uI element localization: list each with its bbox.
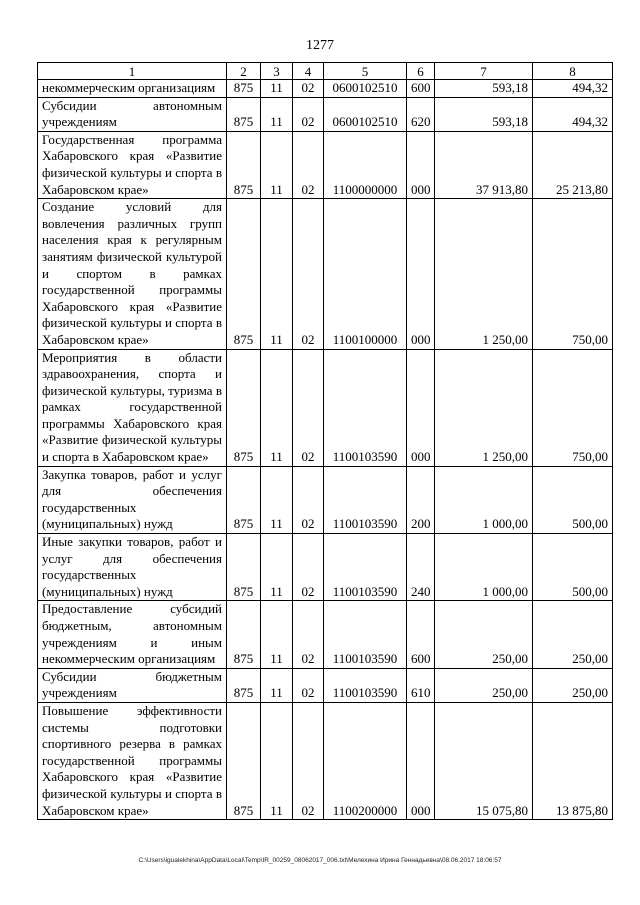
row-section: 11 xyxy=(261,131,293,198)
row-ministry-code: 875 xyxy=(227,199,261,349)
row-expense-type: 600 xyxy=(407,80,435,98)
row-name: Субсидии автономным учреждениям xyxy=(38,97,227,131)
row-subsection: 02 xyxy=(293,534,324,601)
row-ministry-code: 875 xyxy=(227,534,261,601)
table-row xyxy=(38,534,613,601)
row-target-article: 1100103590 xyxy=(324,349,407,466)
row-amount-2: 250,00 xyxy=(533,668,613,702)
row-section: 11 xyxy=(261,349,293,466)
row-subsection: 02 xyxy=(293,80,324,98)
row-target-article: 1100000000 xyxy=(324,131,407,198)
row-target-article: 1100103590 xyxy=(324,534,407,601)
row-name: Предоставление субсидий бюджетным, автономным учреждениям и иным некоммерческим организациям xyxy=(38,601,227,668)
row-amount-2: 250,00 xyxy=(533,601,613,668)
budget-table xyxy=(37,62,613,820)
row-amount-1: 15 075,80 xyxy=(435,702,533,819)
row-subsection: 02 xyxy=(293,466,324,533)
row-amount-2: 494,32 xyxy=(533,97,613,131)
row-ministry-code: 875 xyxy=(227,80,261,98)
row-amount-2: 750,00 xyxy=(533,199,613,349)
row-name: некоммерческим организациям xyxy=(38,80,227,98)
row-amount-1: 1 000,00 xyxy=(435,466,533,533)
row-expense-type: 000 xyxy=(407,349,435,466)
table-row xyxy=(38,702,613,819)
row-expense-type: 610 xyxy=(407,668,435,702)
row-section: 11 xyxy=(261,97,293,131)
footer-file-path: C:\Users\igualekhina\AppData\Local\Temp\IR_00259_08062017_006.txt\Мелехина Ирина Геннадьевна\08.06.2017 18:06:57 xyxy=(138,857,502,864)
table-row xyxy=(38,466,613,533)
row-target-article: 0600102510 xyxy=(324,80,407,98)
row-ministry-code: 875 xyxy=(227,349,261,466)
column-header: 5 xyxy=(324,63,407,80)
row-section: 11 xyxy=(261,534,293,601)
row-amount-2: 494,32 xyxy=(533,80,613,98)
table-row xyxy=(38,97,613,131)
row-target-article: 0600102510 xyxy=(324,97,407,131)
row-subsection: 02 xyxy=(293,131,324,198)
row-ministry-code: 875 xyxy=(227,466,261,533)
row-section: 11 xyxy=(261,668,293,702)
column-header: 1 xyxy=(38,63,227,80)
row-subsection: 02 xyxy=(293,349,324,466)
row-ministry-code: 875 xyxy=(227,668,261,702)
row-subsection: 02 xyxy=(293,199,324,349)
page-number: 1277 xyxy=(306,38,334,53)
row-expense-type: 000 xyxy=(407,131,435,198)
row-expense-type: 000 xyxy=(407,702,435,819)
column-header: 2 xyxy=(227,63,261,80)
row-expense-type: 200 xyxy=(407,466,435,533)
row-name: Создание условий для вовлечения различных групп населения края к регулярным занятиям физической культурой и спортом в рамках государственной программы Хабаровского края «Развитие физической культуры и спорта в Хабаровском крае» xyxy=(38,199,227,349)
row-ministry-code: 875 xyxy=(227,702,261,819)
row-target-article: 1100100000 xyxy=(324,199,407,349)
row-amount-1: 593,18 xyxy=(435,97,533,131)
row-amount-1: 1 250,00 xyxy=(435,199,533,349)
row-section: 11 xyxy=(261,702,293,819)
row-amount-2: 13 875,80 xyxy=(533,702,613,819)
row-expense-type: 240 xyxy=(407,534,435,601)
row-subsection: 02 xyxy=(293,97,324,131)
row-amount-1: 250,00 xyxy=(435,668,533,702)
row-ministry-code: 875 xyxy=(227,131,261,198)
table-header-row xyxy=(38,63,613,80)
row-amount-1: 1 250,00 xyxy=(435,349,533,466)
column-header: 7 xyxy=(435,63,533,80)
row-amount-1: 37 913,80 xyxy=(435,131,533,198)
row-amount-1: 593,18 xyxy=(435,80,533,98)
row-name: Государственная программа Хабаровского края «Развитие физической культуры и спорта в Хабаровском крае» xyxy=(38,131,227,198)
row-section: 11 xyxy=(261,80,293,98)
row-expense-type: 620 xyxy=(407,97,435,131)
row-target-article: 1100103590 xyxy=(324,668,407,702)
row-name: Иные закупки товаров, работ и услуг для обеспечения государственных (муниципальных) нужд xyxy=(38,534,227,601)
row-amount-2: 500,00 xyxy=(533,534,613,601)
row-section: 11 xyxy=(261,199,293,349)
column-header: 8 xyxy=(533,63,613,80)
column-header: 4 xyxy=(293,63,324,80)
table-row xyxy=(38,668,613,702)
row-target-article: 1100103590 xyxy=(324,601,407,668)
column-header: 6 xyxy=(407,63,435,80)
row-target-article: 1100200000 xyxy=(324,702,407,819)
row-amount-2: 25 213,80 xyxy=(533,131,613,198)
row-name: Закупка товаров, работ и услуг для обеспечения государственных (муниципальных) нужд xyxy=(38,466,227,533)
table-row xyxy=(38,80,613,98)
row-name: Субсидии бюджетным учреждениям xyxy=(38,668,227,702)
row-amount-1: 250,00 xyxy=(435,601,533,668)
row-expense-type: 600 xyxy=(407,601,435,668)
row-name: Мероприятия в области здравоохранения, спорта и физической культуры, туризма в рамках государственной программы Хабаровского края «Развитие физической культуры и спорта в Хабаровском крае» xyxy=(38,349,227,466)
row-section: 11 xyxy=(261,601,293,668)
row-subsection: 02 xyxy=(293,601,324,668)
row-section: 11 xyxy=(261,466,293,533)
table-row xyxy=(38,199,613,349)
column-header: 3 xyxy=(261,63,293,80)
row-subsection: 02 xyxy=(293,668,324,702)
row-ministry-code: 875 xyxy=(227,601,261,668)
row-name: Повышение эффективности системы подготовки спортивного резерва в рамках государственной программы Хабаровского края «Развитие физической культуры и спорта в Хабаровском крае» xyxy=(38,702,227,819)
row-amount-1: 1 000,00 xyxy=(435,534,533,601)
row-target-article: 1100103590 xyxy=(324,466,407,533)
table-row xyxy=(38,601,613,668)
row-subsection: 02 xyxy=(293,702,324,819)
row-ministry-code: 875 xyxy=(227,97,261,131)
table-row xyxy=(38,131,613,198)
row-amount-2: 500,00 xyxy=(533,466,613,533)
row-amount-2: 750,00 xyxy=(533,349,613,466)
row-expense-type: 000 xyxy=(407,199,435,349)
table-row xyxy=(38,349,613,466)
